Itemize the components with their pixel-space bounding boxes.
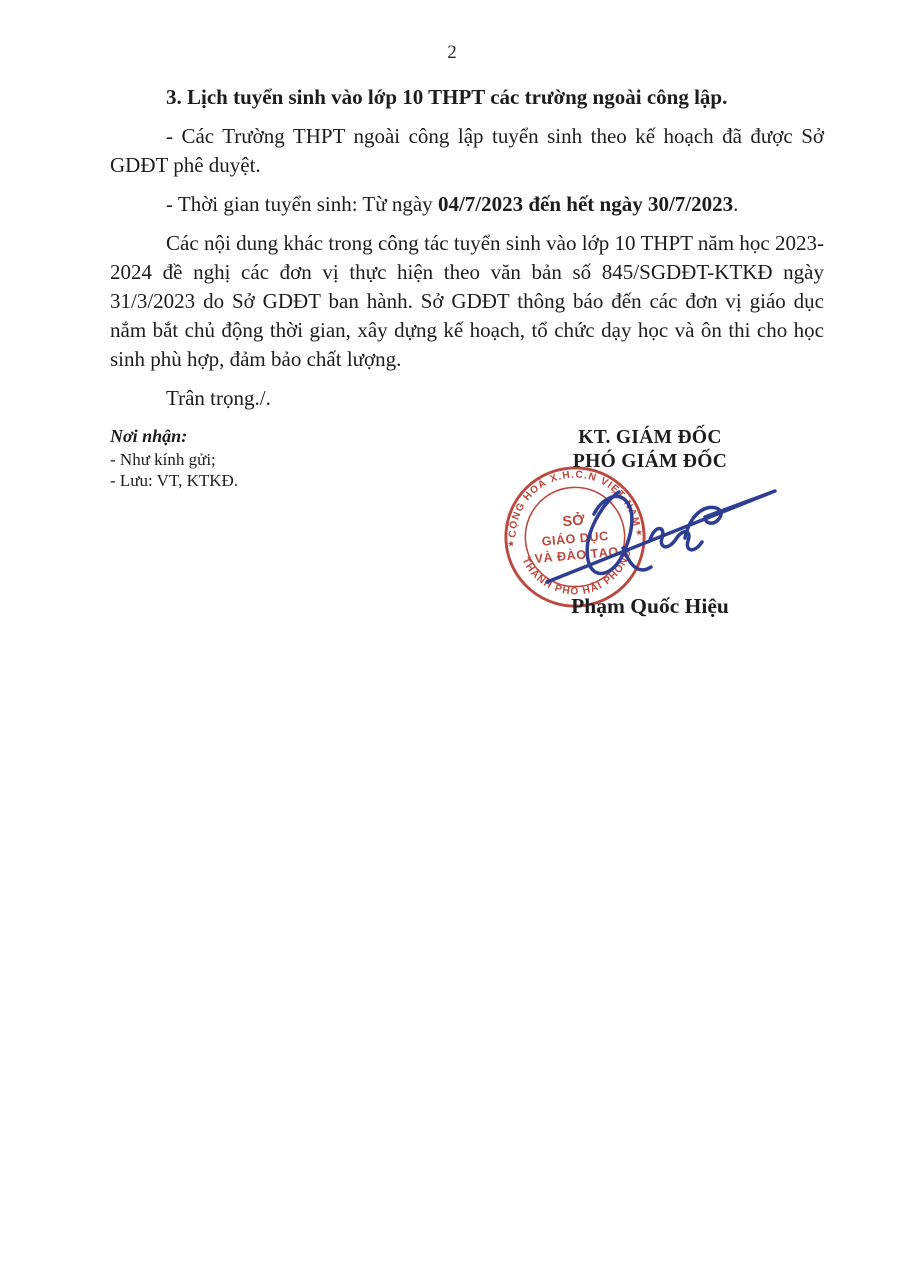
recipient-item: - Như kính gửi; xyxy=(110,450,216,469)
signer-name: Phạm Quốc Hiệu xyxy=(571,594,729,618)
paragraph-notice: Các nội dung khác trong công tác tuyển sinh vào lớp 10 THPT năm học 2023-2024 đề nghị các đơn vị thực hiện theo văn bản số 845/SGDĐT-KTKĐ ngày 31/3/2023 do Sở GDĐT ban hành. Sở GDĐT thông báo đến các đơn vị giáo dục nắm bắt chủ động thời gian, xây dựng kế hoạch, tổ chức dạy học và ôn thi cho học sinh phù hợp, đảm bảo chất lượng. xyxy=(110,231,824,371)
recipient-item: - Lưu: VT, KTKĐ. xyxy=(110,471,239,490)
paragraph-plan: - Các Trường THPT ngoài công lập tuyển sinh theo kế hoạch đã được Sở GDĐT phê duyệt. xyxy=(110,124,824,177)
stamp-bottom-arc-text: THÀNH PHỐ HẢI PHÒNG xyxy=(519,547,634,598)
page-number: 2 xyxy=(447,42,457,63)
closing-line: Trân trọng./. xyxy=(166,386,271,410)
stamp-center-line1: SỞ xyxy=(561,512,586,531)
signer-title-deputy: PHÓ GIÁM ĐỐC xyxy=(572,451,728,472)
dates-suffix: . xyxy=(733,192,739,216)
stamp-star-right: ★ xyxy=(634,526,644,538)
stamp-center-line2: GIÁO DỤC xyxy=(541,528,610,549)
recipients-label: Nơi nhận: xyxy=(110,426,188,446)
stamp-center-line3: VÀ ĐÀO TẠO xyxy=(534,544,620,566)
document-body xyxy=(110,83,824,423)
dates-prefix: - Thời gian tuyển sinh: Từ ngày xyxy=(166,192,438,216)
signer-title-kt: KT. GIÁM ĐỐC xyxy=(578,427,722,448)
stamp-top-arc-text: CỘNG HOÀ X.H.C.N VIỆT NAM xyxy=(507,469,642,539)
dates-range: 04/7/2023 đến hết ngày 30/7/2023 xyxy=(437,192,734,216)
stamp-star-left: ★ xyxy=(506,538,516,549)
recipients-block xyxy=(110,426,238,491)
section-heading: 3. Lịch tuyển sinh vào lớp 10 THPT các trường ngoài công lập. xyxy=(166,85,728,109)
signature-block xyxy=(490,426,810,619)
paragraph-dates xyxy=(110,190,824,219)
